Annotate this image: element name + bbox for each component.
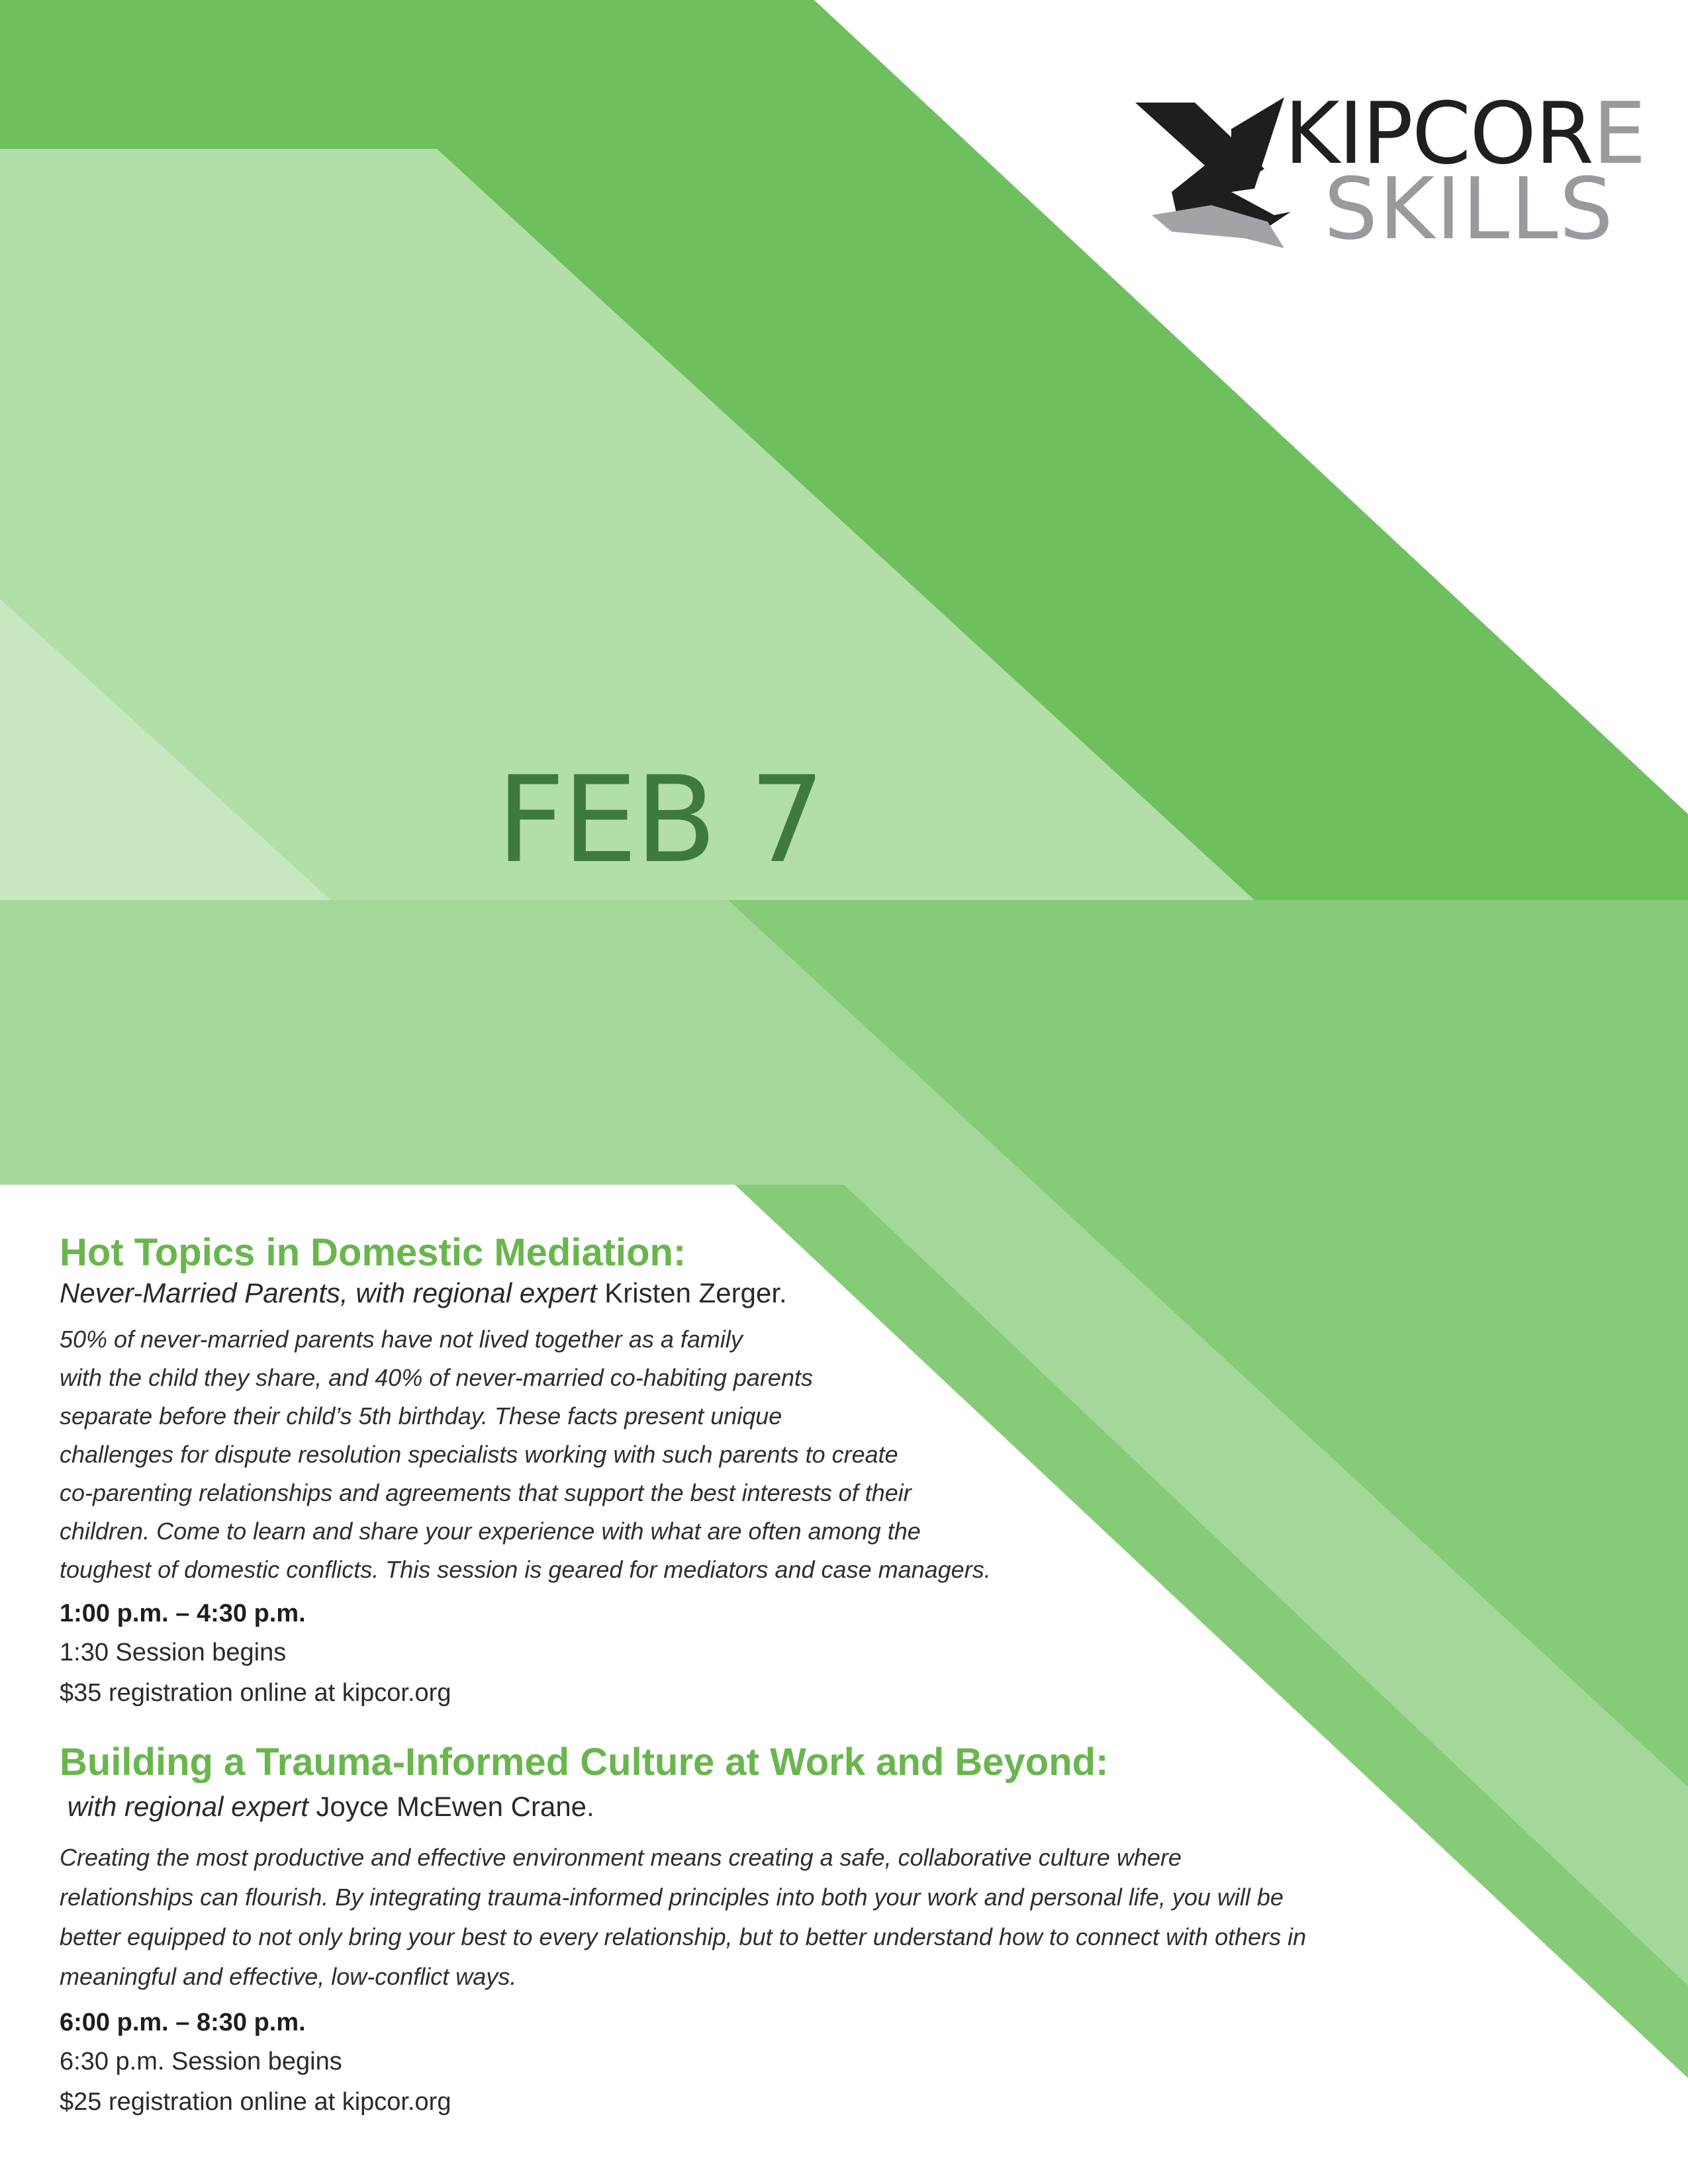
event-2-desc-line: meaningful and effective, low-conflict ways. (60, 1963, 517, 1991)
event-1-expert-name: Kristen Zerger. (596, 1277, 787, 1308)
event-1-subtitle (60, 1277, 991, 1310)
logo-e-letter: E (1592, 85, 1645, 183)
event-1-desc-line: 50% of never-married parents have not lived together as a family (60, 1326, 743, 1353)
event-2-time: 6:00 p.m. – 8:30 p.m. (60, 2009, 306, 2037)
event-1-desc-line: challenges for dispute resolution specialists working with such parents to create (60, 1441, 898, 1469)
event-2-expert-name: Joyce McEwen Crane. (308, 1790, 594, 1822)
event-2-desc-line: relationships can flourish. By integrating trauma-informed principles into both your work and personal life, you will be (60, 1884, 1284, 1911)
logo-kipcor-word: KIPCOR (1284, 85, 1593, 183)
event-1-desc-line: with the child they share, and 40% of never-married co-habiting parents (60, 1364, 813, 1392)
event-date: FEB 7 (496, 751, 823, 889)
event-1-desc-line: toughest of domestic conflicts. This session is geared for mediators and case managers. (60, 1556, 991, 1584)
event-2-desc-line: Creating the most productive and effective environment means creating a safe, collaborative culture where (60, 1844, 1182, 1872)
event-1-time: 1:00 p.m. – 4:30 p.m. (60, 1600, 306, 1628)
kipcore-skills-logo (1132, 85, 1648, 259)
logo-skills-text: SKILLS (1324, 160, 1615, 259)
event-1-desc-line: separate before their child’s 5th birthday. These facts present unique (60, 1402, 782, 1430)
event-1-desc-line: co-parenting relationships and agreements that support the best interests of their (60, 1479, 912, 1507)
event-1 (60, 1231, 991, 1713)
event-2-subtitle (60, 1790, 1306, 1823)
event-1-session-start: 1:30 Session begins (60, 1639, 287, 1667)
event-2-subtitle-italic: with regional expert (60, 1790, 308, 1822)
event-2-registration: $25 registration online at kipcor.org (60, 2088, 451, 2116)
event-1-registration: $35 registration online at kipcor.org (60, 1679, 451, 1707)
event-2 (60, 1741, 1306, 2122)
event-2-session-start: 6:30 p.m. Session begins (60, 2048, 342, 2076)
event-1-desc-line: children. Come to learn and share your experience with what are often among the (60, 1518, 921, 1545)
event-1-title: Hot Topics in Domestic Mediation: (60, 1231, 686, 1274)
event-2-desc-line: better equipped to not only bring your best to every relationship, but to better understand how to connect with others in (60, 1923, 1307, 1951)
event-2-title: Building a Trauma-Informed Culture at Work and Beyond: (60, 1741, 1109, 1784)
event-2-description (60, 1838, 1306, 1997)
dove-icon (1132, 89, 1291, 248)
event-1-description (60, 1320, 991, 1589)
event-1-subtitle-italic: Never-Married Parents, with regional expert (60, 1277, 597, 1308)
